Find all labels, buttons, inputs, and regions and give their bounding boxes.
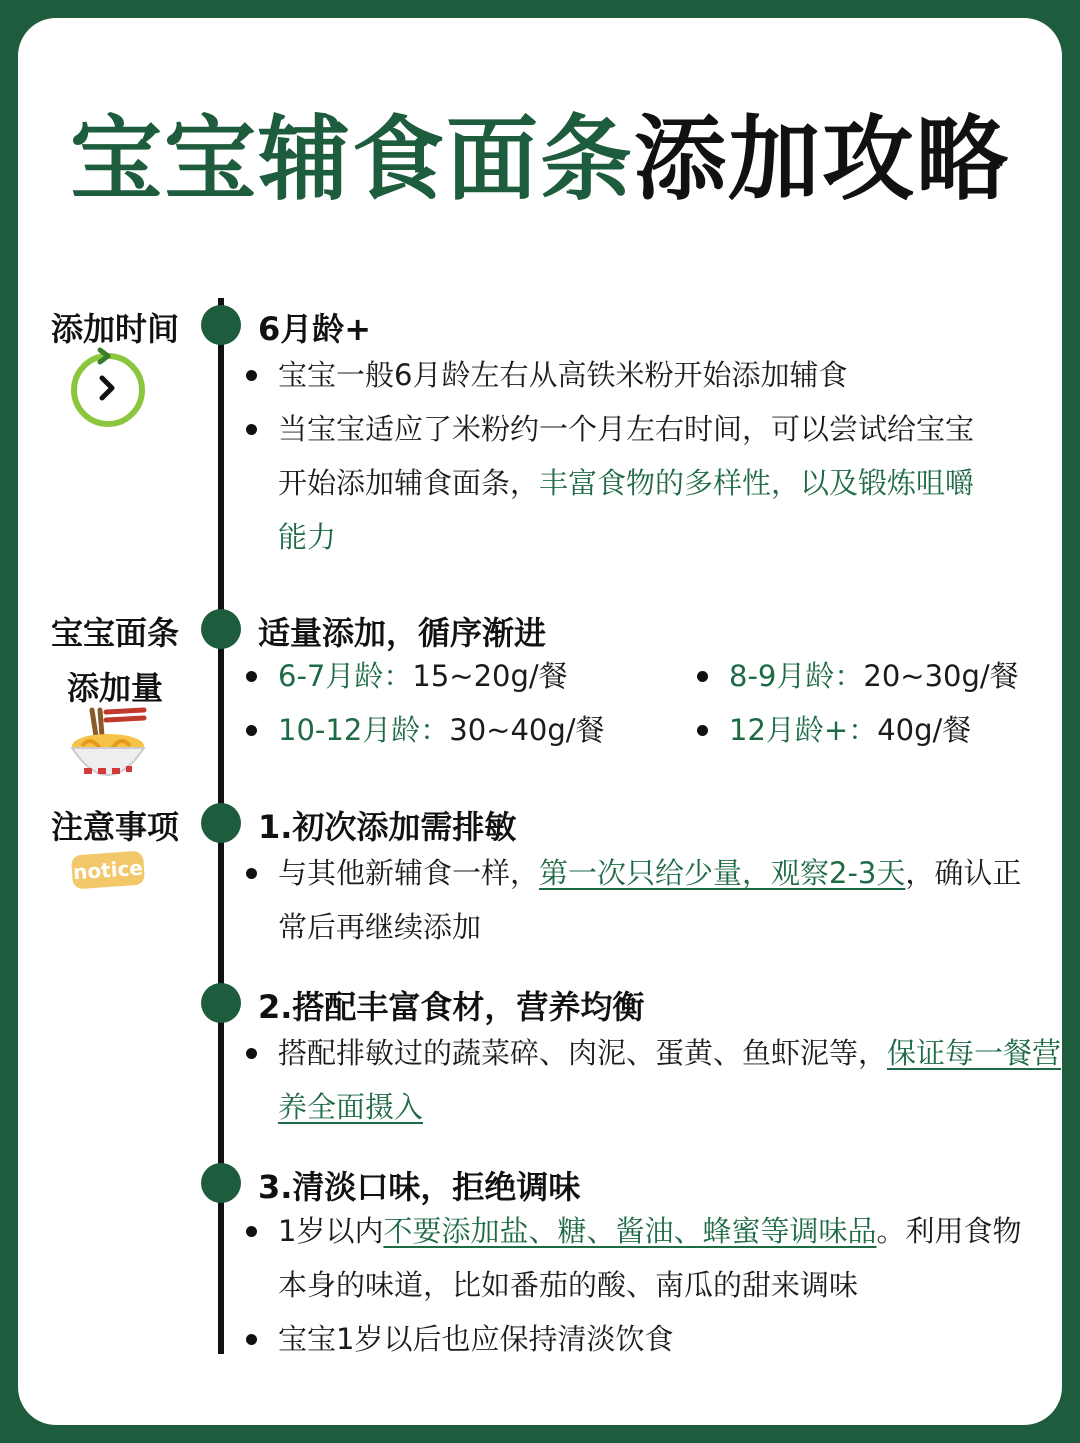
bullet-text: 搭配排敏过的蔬菜碎、肉泥、蛋黄、鱼虾泥等， xyxy=(278,1036,888,1070)
heading-amount: 适量添加，循序渐进 xyxy=(258,614,547,652)
notice-badge: notice xyxy=(71,851,145,890)
label-amount-line1: 宝宝面条 xyxy=(50,614,179,652)
underlined-text: 第一次只给少量，观察2-3天 xyxy=(539,856,906,890)
bullet-text: 。利用食物本身的味道，比如番茄的酸、南瓜的甜来调味 xyxy=(278,1214,1022,1302)
timeline-dot-amount xyxy=(201,609,241,649)
timeline-dot-note1 xyxy=(201,803,241,843)
list-item xyxy=(244,1204,1048,1312)
amount-age: 10-12月龄： xyxy=(278,713,450,747)
noodle-bowl-icon xyxy=(66,706,150,788)
label-notes: 注意事项 xyxy=(50,808,179,846)
heading-note3: 3.清淡口味，拒绝调味 xyxy=(258,1168,581,1206)
bullet-text: 1岁以内 xyxy=(278,1214,384,1248)
page-title xyxy=(0,100,1080,220)
list-item xyxy=(244,846,1042,954)
timeline-dot-note3 xyxy=(201,1163,241,1203)
list-item xyxy=(244,402,998,564)
bullet-text: 宝宝一般6月龄左右从高铁米粉开始添加辅食 xyxy=(278,358,848,392)
note1-bullets xyxy=(244,846,1064,954)
list-item xyxy=(244,348,1064,402)
timeline-dot-time xyxy=(201,305,241,345)
bullet-text: 宝宝1岁以后也应保持清淡饮食 xyxy=(278,1322,674,1356)
title-green-part: 宝宝辅食面条 xyxy=(69,106,634,213)
underlined-text: 保证每一餐营养全面摄入 xyxy=(278,1036,1062,1124)
timeline-dot-note2 xyxy=(201,983,241,1023)
time-bullets xyxy=(244,348,1064,564)
clock-icon xyxy=(66,346,150,432)
heading-note2: 2.搭配丰富食材，营养均衡 xyxy=(258,988,645,1026)
list-item xyxy=(244,1312,1064,1366)
heading-time: 6月龄+ xyxy=(258,310,372,348)
amount-item xyxy=(695,710,971,750)
amount-value: 20~30g/餐 xyxy=(863,659,1019,693)
amount-value: 40g/餐 xyxy=(877,713,972,747)
note2-bullets xyxy=(244,1026,1064,1134)
highlight-text: 丰富食物的多样性，以及锻炼咀嚼能力 xyxy=(278,466,975,554)
heading-note1: 1.初次添加需排敏 xyxy=(258,808,517,846)
label-add-time: 添加时间 xyxy=(50,310,179,348)
underlined-text: 不要添加盐、糖、酱油、蜂蜜等调味品 xyxy=(383,1214,877,1248)
amount-value: 15~20g/餐 xyxy=(412,659,568,693)
amount-value: 30~40g/餐 xyxy=(449,713,605,747)
list-item xyxy=(244,1026,1068,1134)
bullet-text: 当宝宝适应了米粉约一个月左右时间，可以尝试给宝宝开始添加辅食面条， xyxy=(278,412,975,500)
note3-bullets xyxy=(244,1204,1064,1366)
amount-item xyxy=(244,710,605,750)
amount-age: 6-7月龄： xyxy=(278,659,413,693)
amount-age: 8-9月龄： xyxy=(729,659,864,693)
label-amount-line2: 添加量 xyxy=(66,669,163,707)
bullet-text: 与其他新辅食一样， xyxy=(278,856,540,890)
amount-item xyxy=(695,656,1019,696)
amount-item xyxy=(244,656,568,696)
amount-age: 12月龄+： xyxy=(729,713,878,747)
title-black-part: 添加攻略 xyxy=(634,106,1011,213)
bullet-text: ，确认正常后再继续添加 xyxy=(278,856,1022,944)
